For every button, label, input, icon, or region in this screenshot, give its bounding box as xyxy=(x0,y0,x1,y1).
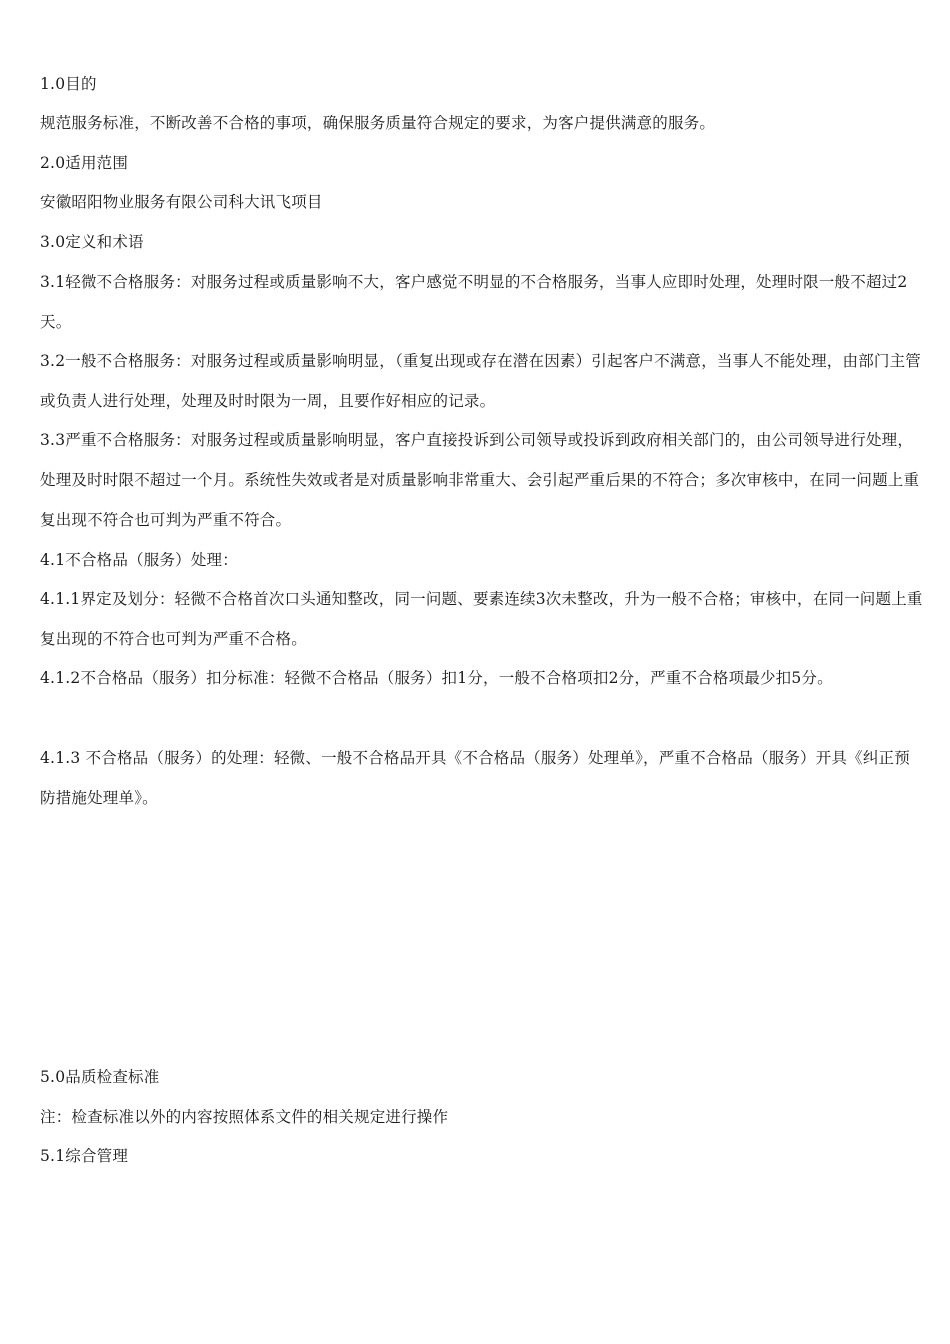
section-4-item-3: 4.1.3 不合格品（服务）的处理：轻微、一般不合格品开具《不合格品（服务）处理单》，严重不合格品（服务）开具《纠正预防措施处理单》。 xyxy=(40,749,910,807)
section-5-note: 注：检查标准以外的内容按照体系文件的相关规定进行操作 xyxy=(40,1108,449,1126)
section-5-heading: 5.0品质检查标准 xyxy=(40,1068,160,1086)
section-3-item-3: 3.3严重不合格服务：对服务过程或质量影响明显，客户直接投诉到公司领导或投诉到政府相关部门的，由公司领导进行处理，处理及时时限不超过一个月。系统性失效或者是对质量影响非常重大、会引起严重后果的不符合；多次审核中，在同一问题上重复出现不符合也可判为严重不符合。 xyxy=(40,431,920,529)
section-1-body: 规范服务标准，不断改善不合格的事项，确保服务质量符合规定的要求，为客户提供满意的服务。 xyxy=(40,114,716,132)
section-2-body: 安徽昭阳物业服务有限公司科大讯飞项目 xyxy=(40,193,323,211)
section-1-heading: 1.0目的 xyxy=(40,75,97,93)
section-2-heading: 2.0适用范围 xyxy=(40,154,129,172)
section-3-item-1: 3.1轻微不合格服务：对服务过程或质量影响不大，客户感觉不明显的不合格服务，当事人应即时处理，处理时限一般不超过2天。 xyxy=(40,273,908,331)
section-4-heading: 4.1不合格品（服务）处理： xyxy=(40,551,238,569)
section-4-item-1: 4.1.1界定及划分：轻微不合格首次口头通知整改，同一问题、要素连续3次未整改，升为一般不合格；审核中，在同一问题上重复出现的不符合也可判为严重不合格。 xyxy=(40,590,923,648)
section-4-item-2: 4.1.2不合格品（服务）扣分标准：轻微不合格品（服务）扣1分，一般不合格项扣2分，严重不合格项最少扣5分。 xyxy=(40,669,833,687)
section-5-1-heading: 5.1综合管理 xyxy=(40,1147,129,1165)
section-3-heading: 3.0定义和术语 xyxy=(40,233,144,251)
section-3-item-2: 3.2一般不合格服务：对服务过程或质量影响明显，（重复出现或存在潜在因素）引起客户不满意，当事人不能处理，由部门主管或负责人进行处理，处理及时时限为一周，且要作好相应的记录。 xyxy=(40,352,922,410)
